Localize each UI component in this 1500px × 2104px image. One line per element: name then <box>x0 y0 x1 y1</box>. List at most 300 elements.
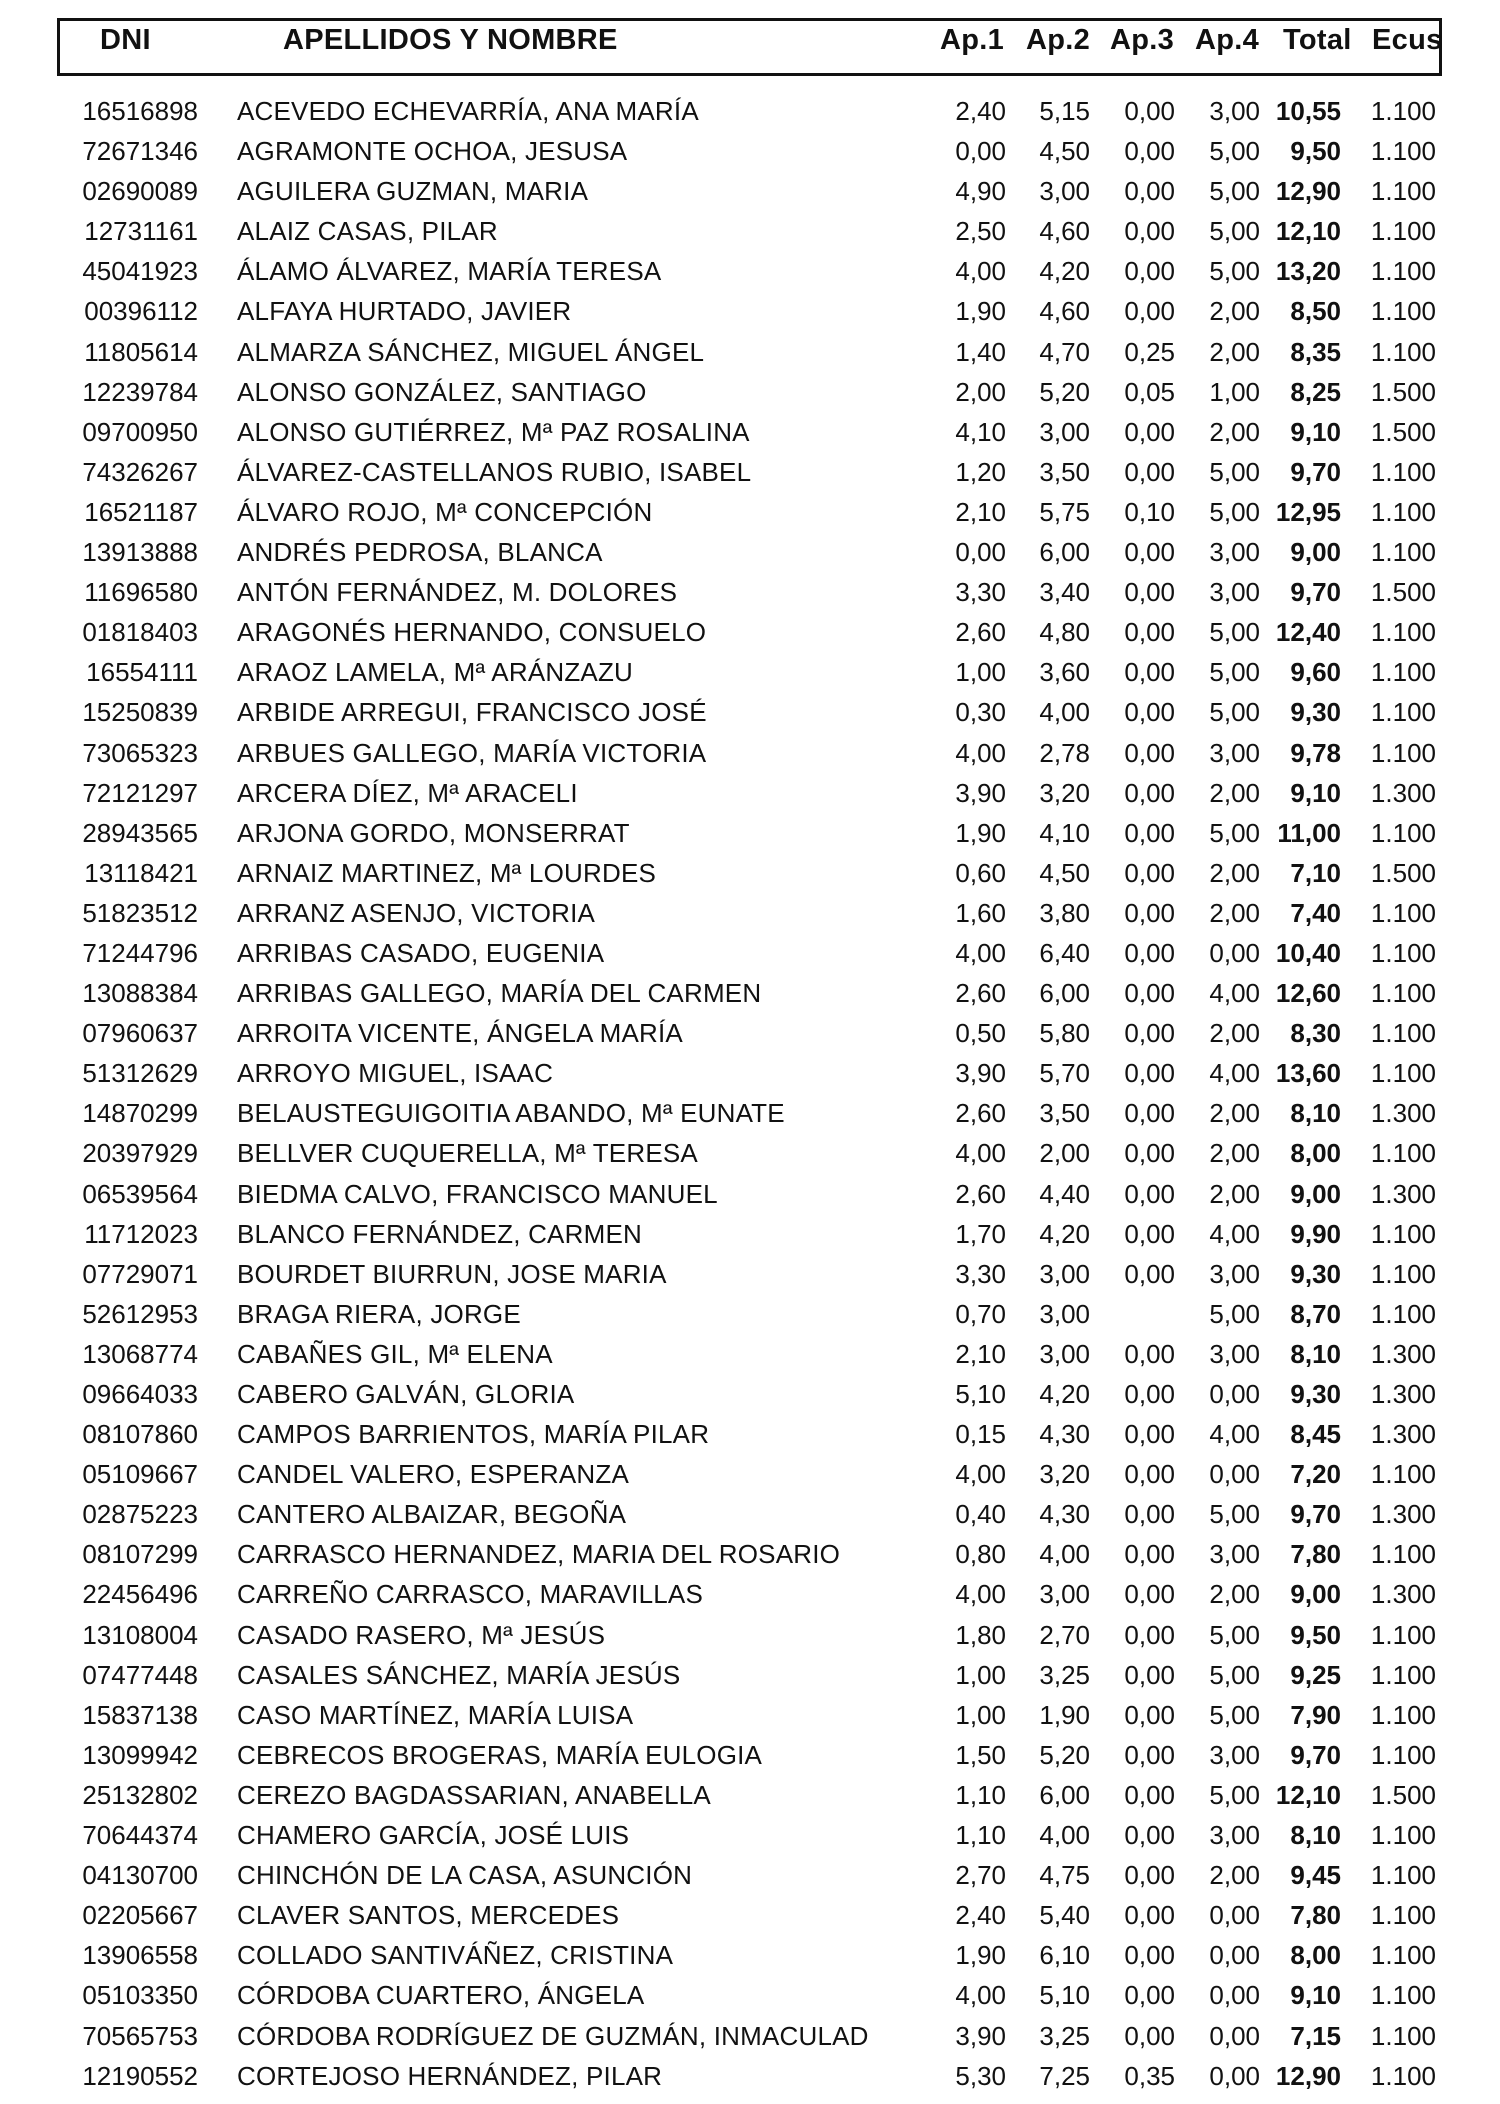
ecus-cell: 1.300 <box>1370 1338 1436 1369</box>
ap2-cell: 5,20 <box>1039 376 1090 407</box>
table-row <box>0 1534 1500 1574</box>
ecus-cell: 1.500 <box>1370 577 1436 608</box>
ap1-cell: 2,60 <box>955 978 1006 1009</box>
ap3-cell: 0,00 <box>1124 1619 1175 1650</box>
dni-cell: 13088384 <box>82 978 198 1009</box>
ap3-cell: 0,00 <box>1124 1699 1175 1730</box>
table-row <box>0 1174 1500 1214</box>
total-cell: 9,00 <box>1290 1178 1341 1209</box>
ap1-cell: 1,80 <box>955 1619 1006 1650</box>
ecus-cell: 1.100 <box>1370 1699 1436 1730</box>
ap3-cell: 0,00 <box>1124 1499 1175 1530</box>
ap1-cell: 5,30 <box>955 2060 1006 2091</box>
ap3-cell: 0,00 <box>1124 777 1175 808</box>
ap2-cell: 4,20 <box>1039 256 1090 287</box>
ap4-cell: 3,00 <box>1209 96 1260 126</box>
ap4-cell: 1,00 <box>1209 376 1260 407</box>
ap2-cell: 3,50 <box>1039 1098 1090 1129</box>
ap1-cell: 2,10 <box>955 1338 1006 1369</box>
ap4-cell: 3,00 <box>1209 577 1260 608</box>
name-cell: ÁLAMO ÁLVAREZ, MARÍA TERESA <box>237 256 662 287</box>
name-cell: CEREZO BAGDASSARIAN, ANABELLA <box>237 1779 711 1810</box>
table-row <box>0 1735 1500 1775</box>
total-cell: 8,45 <box>1290 1419 1341 1450</box>
total-cell: 8,30 <box>1290 1018 1341 1049</box>
ap3-cell: 0,00 <box>1124 937 1175 968</box>
ap1-cell: 1,00 <box>955 1699 1006 1730</box>
table-row <box>0 291 1500 331</box>
total-cell: 7,10 <box>1290 857 1341 888</box>
ap3-cell: 0,00 <box>1124 1940 1175 1971</box>
ap2-cell: 4,00 <box>1039 697 1090 728</box>
ap1-cell: 4,00 <box>955 737 1006 768</box>
table-body <box>0 91 1500 2096</box>
ecus-cell: 1.100 <box>1370 1138 1436 1169</box>
ecus-cell: 1.300 <box>1370 1419 1436 1450</box>
ap3-cell: 0,00 <box>1124 1659 1175 1690</box>
ap3-cell: 0,00 <box>1124 1820 1175 1851</box>
table-row <box>0 1133 1500 1173</box>
total-cell: 7,40 <box>1290 897 1341 928</box>
total-cell: 7,90 <box>1290 1699 1341 1730</box>
header-name: APELLIDOS Y NOMBRE <box>283 24 618 56</box>
ap1-cell: 0,40 <box>955 1499 1006 1530</box>
ap3-cell: 0,00 <box>1124 617 1175 648</box>
ap3-cell: 0,00 <box>1124 577 1175 608</box>
ap4-cell: 5,00 <box>1209 617 1260 648</box>
ap4-cell: 2,00 <box>1209 296 1260 327</box>
table-row <box>0 251 1500 291</box>
dni-cell: 13068774 <box>82 1338 198 1369</box>
ecus-cell: 1.100 <box>1370 937 1436 968</box>
ap1-cell: 0,00 <box>955 136 1006 167</box>
name-cell: BELAUSTEGUIGOITIA ABANDO, Mª EUNATE <box>237 1098 785 1129</box>
ap2-cell: 1,90 <box>1039 1699 1090 1730</box>
total-cell: 9,70 <box>1290 1739 1341 1770</box>
dni-cell: 02875223 <box>82 1499 198 1530</box>
dni-cell: 13913888 <box>82 537 198 568</box>
table-row <box>0 1574 1500 1614</box>
total-cell: 9,25 <box>1290 1659 1341 1690</box>
ap2-cell: 6,10 <box>1039 1940 1090 1971</box>
table-row <box>0 131 1500 171</box>
ecus-cell: 1.500 <box>1370 1779 1436 1810</box>
ap3-cell: 0,00 <box>1124 1980 1175 2011</box>
total-cell: 9,90 <box>1290 1218 1341 1249</box>
ecus-cell: 1.100 <box>1370 1459 1436 1490</box>
table-row <box>0 652 1500 692</box>
ap4-cell: 5,00 <box>1209 657 1260 688</box>
ecus-cell: 1.100 <box>1370 1900 1436 1931</box>
ecus-cell: 1.300 <box>1370 777 1436 808</box>
name-cell: ANTÓN FERNÁNDEZ, M. DOLORES <box>237 577 678 608</box>
header-total: Total <box>1283 24 1352 56</box>
total-cell: 8,70 <box>1290 1298 1341 1329</box>
table-row <box>0 532 1500 572</box>
dni-cell: 02205667 <box>82 1900 198 1931</box>
dni-cell: 13108004 <box>82 1619 198 1650</box>
dni-cell: 12190552 <box>82 2060 198 2091</box>
ap4-cell: 0,00 <box>1209 1379 1260 1409</box>
ecus-cell: 1.100 <box>1370 737 1436 768</box>
ap1-cell: 4,10 <box>955 416 1006 447</box>
ap3-cell: 0,00 <box>1124 216 1175 247</box>
ap4-cell: 2,00 <box>1209 777 1260 808</box>
ap4-cell: 3,00 <box>1209 1739 1260 1770</box>
ecus-cell: 1.100 <box>1370 617 1436 648</box>
dni-cell: 22456496 <box>82 1579 198 1610</box>
table-row <box>0 1815 1500 1855</box>
ap2-cell: 6,00 <box>1039 1779 1090 1810</box>
ap3-cell: 0,35 <box>1124 2060 1175 2091</box>
ap3-cell: 0,00 <box>1124 1539 1175 1570</box>
ap1-cell: 1,40 <box>955 336 1006 367</box>
name-cell: ALONSO GONZÁLEZ, SANTIAGO <box>237 376 647 407</box>
ecus-cell: 1.100 <box>1370 1940 1436 1971</box>
dni-cell: 70565753 <box>82 2020 198 2051</box>
name-cell: ALAIZ CASAS, PILAR <box>237 216 498 247</box>
dni-cell: 52612953 <box>82 1298 198 1329</box>
name-cell: AGRAMONTE OCHOA, JESUSA <box>237 136 628 167</box>
ecus-cell: 1.100 <box>1370 897 1436 928</box>
total-cell: 10,55 <box>1275 96 1341 126</box>
name-cell: BRAGA RIERA, JORGE <box>237 1298 521 1329</box>
dni-cell: 72121297 <box>82 777 198 808</box>
total-cell: 8,35 <box>1290 336 1341 367</box>
name-cell: COLLADO SANTIVÁÑEZ, CRISTINA <box>237 1940 674 1971</box>
name-cell: CÓRDOBA RODRÍGUEZ DE GUZMÁN, INMACULAD <box>237 2020 869 2051</box>
name-cell: ARRIBAS CASADO, EUGENIA <box>237 937 605 968</box>
ap4-cell: 0,00 <box>1209 2020 1260 2051</box>
ecus-cell: 1.100 <box>1370 216 1436 247</box>
name-cell: ARCERA DÍEZ, Mª ARACELI <box>237 777 578 808</box>
dni-cell: 07960637 <box>82 1018 198 1049</box>
dni-cell: 12239784 <box>82 376 198 407</box>
table-row <box>0 893 1500 933</box>
dni-cell: 15250839 <box>82 697 198 728</box>
table-row <box>0 452 1500 492</box>
ap1-cell: 4,00 <box>955 256 1006 287</box>
dni-cell: 11712023 <box>84 1218 198 1249</box>
ap2-cell: 3,20 <box>1039 1459 1090 1490</box>
total-cell: 11,00 <box>1277 817 1341 848</box>
name-cell: ARAGONÉS HERNANDO, CONSUELO <box>237 617 707 648</box>
ecus-cell: 1.100 <box>1370 296 1436 327</box>
ap2-cell: 5,40 <box>1039 1900 1090 1931</box>
ap4-cell: 2,00 <box>1209 857 1260 888</box>
total-cell: 9,10 <box>1290 416 1341 447</box>
name-cell: CARRASCO HERNANDEZ, MARIA DEL ROSARIO <box>237 1539 841 1570</box>
ap1-cell: 0,70 <box>955 1298 1006 1329</box>
header-ap4: Ap.4 <box>1195 24 1260 56</box>
ap4-cell: 2,00 <box>1209 336 1260 367</box>
name-cell: ARROYO MIGUEL, ISAAC <box>237 1058 554 1089</box>
name-cell: CABERO GALVÁN, GLORIA <box>237 1379 575 1409</box>
total-cell: 9,60 <box>1290 657 1341 688</box>
ap2-cell: 5,15 <box>1039 96 1090 126</box>
total-cell: 9,78 <box>1290 737 1341 768</box>
dni-cell: 51823512 <box>82 897 198 928</box>
ap4-cell: 3,00 <box>1209 1820 1260 1851</box>
ap2-cell: 4,40 <box>1039 1178 1090 1209</box>
name-cell: ALFAYA HURTADO, JAVIER <box>237 296 572 327</box>
ap1-cell: 1,00 <box>955 657 1006 688</box>
table-row <box>0 1935 1500 1975</box>
ap3-cell: 0,05 <box>1124 376 1175 407</box>
total-cell: 9,10 <box>1290 1980 1341 2011</box>
table-row <box>0 1334 1500 1374</box>
name-cell: ARJONA GORDO, MONSERRAT <box>237 817 630 848</box>
ap3-cell: 0,00 <box>1124 2020 1175 2051</box>
ap3-cell: 0,00 <box>1124 1058 1175 1089</box>
dni-cell: 00396112 <box>84 296 198 327</box>
ap4-cell: 2,00 <box>1209 897 1260 928</box>
name-cell: CEBRECOS BROGERAS, MARÍA EULOGIA <box>237 1739 763 1770</box>
ap1-cell: 0,15 <box>955 1419 1006 1450</box>
ap2-cell: 4,70 <box>1039 336 1090 367</box>
ap1-cell: 3,30 <box>955 577 1006 608</box>
ap2-cell: 7,25 <box>1039 2060 1090 2091</box>
ap1-cell: 0,30 <box>955 697 1006 728</box>
header-ecus: Ecus <box>1372 24 1443 56</box>
table-row <box>0 1494 1500 1534</box>
name-cell: CABAÑES GIL, Mª ELENA <box>237 1338 553 1369</box>
ap4-cell: 2,00 <box>1209 1860 1260 1891</box>
ecus-cell: 1.100 <box>1370 1539 1436 1570</box>
ap4-cell: 5,00 <box>1209 176 1260 207</box>
table-row <box>0 933 1500 973</box>
ecus-cell: 1.100 <box>1370 96 1436 126</box>
table-row <box>0 1013 1500 1053</box>
dni-cell: 11696580 <box>84 577 198 608</box>
ecus-cell: 1.100 <box>1370 176 1436 207</box>
ap3-cell: 0,00 <box>1124 1459 1175 1490</box>
ap3-cell: 0,00 <box>1124 416 1175 447</box>
name-cell: ANDRÉS PEDROSA, BLANCA <box>237 537 603 568</box>
table-row <box>0 492 1500 532</box>
dni-cell: 05109667 <box>82 1459 198 1490</box>
table-row <box>0 1615 1500 1655</box>
ap1-cell: 1,60 <box>955 897 1006 928</box>
name-cell: CARREÑO CARRASCO, MARAVILLAS <box>237 1579 703 1610</box>
table-row <box>0 773 1500 813</box>
ap4-cell: 3,00 <box>1209 537 1260 568</box>
table-row <box>0 1655 1500 1695</box>
ap2-cell: 5,75 <box>1039 496 1090 527</box>
total-cell: 9,10 <box>1290 777 1341 808</box>
ap3-cell: 0,00 <box>1124 1018 1175 1049</box>
ap1-cell: 1,10 <box>955 1820 1006 1851</box>
ap3-cell: 0,00 <box>1124 1258 1175 1289</box>
table-row <box>0 2016 1500 2056</box>
ap2-cell: 3,80 <box>1039 897 1090 928</box>
ecus-cell: 1.100 <box>1370 978 1436 1009</box>
total-cell: 9,50 <box>1290 136 1341 167</box>
table-row <box>0 692 1500 732</box>
ap4-cell: 2,00 <box>1209 1579 1260 1610</box>
ap1-cell: 1,00 <box>955 1659 1006 1690</box>
name-cell: CLAVER SANTOS, MERCEDES <box>237 1900 620 1931</box>
ap2-cell: 2,00 <box>1039 1138 1090 1169</box>
table-row <box>0 572 1500 612</box>
name-cell: AGUILERA GUZMAN, MARIA <box>237 176 589 207</box>
ecus-cell: 1.100 <box>1370 1218 1436 1249</box>
ecus-cell: 1.100 <box>1370 697 1436 728</box>
ap2-cell: 4,50 <box>1039 136 1090 167</box>
ecus-cell: 1.100 <box>1370 1058 1436 1089</box>
ap1-cell: 3,30 <box>955 1258 1006 1289</box>
ap3-cell: 0,00 <box>1124 1379 1175 1409</box>
name-cell: ALMARZA SÁNCHEZ, MIGUEL ÁNGEL <box>237 336 705 367</box>
ap2-cell: 3,60 <box>1039 657 1090 688</box>
name-cell: CANTERO ALBAIZAR, BEGOÑA <box>237 1499 627 1530</box>
ecus-cell: 1.300 <box>1370 1379 1436 1409</box>
table-row <box>0 733 1500 773</box>
ap3-cell: 0,00 <box>1124 817 1175 848</box>
total-cell: 8,50 <box>1290 296 1341 327</box>
total-cell: 12,95 <box>1275 496 1341 527</box>
total-cell: 12,40 <box>1275 617 1341 648</box>
dni-cell: 02690089 <box>82 176 198 207</box>
name-cell: ÁLVARO ROJO, Mª CONCEPCIÓN <box>237 496 653 527</box>
total-cell: 9,30 <box>1290 1258 1341 1289</box>
total-cell: 9,00 <box>1290 1579 1341 1610</box>
name-cell: ARRIBAS GALLEGO, MARÍA DEL CARMEN <box>237 978 762 1009</box>
dni-cell: 07729071 <box>82 1258 198 1289</box>
ap4-cell: 2,00 <box>1209 1018 1260 1049</box>
dni-cell: 14870299 <box>82 1098 198 1129</box>
header-ap1: Ap.1 <box>940 24 1005 56</box>
total-cell: 8,25 <box>1290 376 1341 407</box>
total-cell: 8,10 <box>1290 1820 1341 1851</box>
ap4-cell: 5,00 <box>1209 1298 1260 1329</box>
ecus-cell: 1.100 <box>1370 256 1436 287</box>
ap3-cell: 0,00 <box>1124 176 1175 207</box>
total-cell: 8,10 <box>1290 1098 1341 1129</box>
name-cell: CÓRDOBA CUARTERO, ÁNGELA <box>237 1980 645 2011</box>
ap4-cell: 4,00 <box>1209 1218 1260 1249</box>
dni-cell: 12731161 <box>84 216 198 247</box>
ap2-cell: 4,10 <box>1039 817 1090 848</box>
total-cell: 8,10 <box>1290 1338 1341 1369</box>
ap2-cell: 2,70 <box>1039 1619 1090 1650</box>
ap2-cell: 6,40 <box>1039 937 1090 968</box>
ap3-cell: 0,00 <box>1124 1419 1175 1450</box>
total-cell: 10,40 <box>1275 937 1341 968</box>
ecus-cell: 1.100 <box>1370 496 1436 527</box>
name-cell: ARNAIZ MARTINEZ, Mª LOURDES <box>237 857 657 888</box>
dni-cell: 51312629 <box>82 1058 198 1089</box>
ap3-cell: 0,00 <box>1124 1779 1175 1810</box>
ap3-cell: 0,00 <box>1124 737 1175 768</box>
dni-cell: 28943565 <box>82 817 198 848</box>
ecus-cell: 1.100 <box>1370 1298 1436 1329</box>
dni-cell: 08107860 <box>82 1419 198 1450</box>
ap1-cell: 2,50 <box>955 216 1006 247</box>
ap1-cell: 4,00 <box>955 937 1006 968</box>
ap1-cell: 4,90 <box>955 176 1006 207</box>
ap2-cell: 3,50 <box>1039 456 1090 487</box>
ecus-cell: 1.100 <box>1370 1980 1436 2011</box>
dni-cell: 07477448 <box>82 1659 198 1690</box>
ap2-cell: 3,25 <box>1039 2020 1090 2051</box>
ap4-cell: 0,00 <box>1209 2060 1260 2091</box>
table-row <box>0 1775 1500 1815</box>
table-row <box>0 1695 1500 1735</box>
table-row <box>0 1214 1500 1254</box>
name-cell: CHAMERO GARCÍA, JOSÉ LUIS <box>237 1820 630 1851</box>
ap2-cell: 4,00 <box>1039 1539 1090 1570</box>
total-cell: 13,20 <box>1275 256 1341 287</box>
total-cell: 9,70 <box>1290 577 1341 608</box>
total-cell: 12,10 <box>1275 1779 1341 1810</box>
ap4-cell: 4,00 <box>1209 978 1260 1009</box>
name-cell: CORTEJOSO HERNÁNDEZ, PILAR <box>237 2060 663 2091</box>
ap3-cell: 0,00 <box>1124 1338 1175 1369</box>
ap2-cell: 4,50 <box>1039 857 1090 888</box>
ap1-cell: 3,90 <box>955 2020 1006 2051</box>
name-cell: CHINCHÓN DE LA CASA, ASUNCIÓN <box>237 1860 693 1891</box>
ecus-cell: 1.100 <box>1370 136 1436 167</box>
table-row <box>0 1254 1500 1294</box>
ap1-cell: 0,50 <box>955 1018 1006 1049</box>
ecus-cell: 1.100 <box>1370 657 1436 688</box>
table-row <box>0 1454 1500 1494</box>
name-cell: BIEDMA CALVO, FRANCISCO MANUEL <box>237 1178 718 1209</box>
ap2-cell: 3,25 <box>1039 1659 1090 1690</box>
total-cell: 13,60 <box>1275 1058 1341 1089</box>
ecus-cell: 1.300 <box>1370 1499 1436 1530</box>
total-cell: 7,15 <box>1290 2020 1341 2051</box>
ecus-cell: 1.300 <box>1370 1178 1436 1209</box>
name-cell: CASO MARTÍNEZ, MARÍA LUISA <box>237 1699 634 1730</box>
ap2-cell: 3,00 <box>1039 1298 1090 1329</box>
dni-cell: 73065323 <box>82 737 198 768</box>
name-cell: BOURDET BIURRUN, JOSE MARIA <box>237 1258 667 1289</box>
ap1-cell: 1,90 <box>955 296 1006 327</box>
ap3-cell: 0,00 <box>1124 1138 1175 1169</box>
table-row <box>0 412 1500 452</box>
name-cell: BELLVER CUQUERELLA, Mª TERESA <box>237 1138 698 1169</box>
ap1-cell: 2,40 <box>955 96 1006 126</box>
ap4-cell: 5,00 <box>1209 1499 1260 1530</box>
table-row <box>0 1414 1500 1454</box>
ap1-cell: 2,00 <box>955 376 1006 407</box>
ap1-cell: 1,50 <box>955 1739 1006 1770</box>
ap3-cell: 0,00 <box>1124 697 1175 728</box>
ap4-cell: 2,00 <box>1209 1178 1260 1209</box>
dni-cell: 71244796 <box>82 937 198 968</box>
ap1-cell: 2,10 <box>955 496 1006 527</box>
total-cell: 8,00 <box>1290 1940 1341 1971</box>
dni-cell: 13099942 <box>82 1739 198 1770</box>
ap4-cell: 5,00 <box>1209 1659 1260 1690</box>
ecus-cell: 1.100 <box>1370 1860 1436 1891</box>
dni-cell: 45041923 <box>82 256 198 287</box>
table-row <box>0 612 1500 652</box>
ap3-cell: 0,00 <box>1124 857 1175 888</box>
ap2-cell: 5,70 <box>1039 1058 1090 1089</box>
ap4-cell: 0,00 <box>1209 1940 1260 1971</box>
dni-cell: 11805614 <box>84 336 198 367</box>
total-cell: 9,50 <box>1290 1619 1341 1650</box>
ecus-cell: 1.100 <box>1370 2060 1436 2091</box>
table-row <box>0 1374 1500 1414</box>
ap1-cell: 5,10 <box>955 1379 1006 1409</box>
dni-cell: 72671346 <box>82 136 198 167</box>
ap4-cell: 5,00 <box>1209 1699 1260 1730</box>
ap4-cell: 4,00 <box>1209 1419 1260 1450</box>
